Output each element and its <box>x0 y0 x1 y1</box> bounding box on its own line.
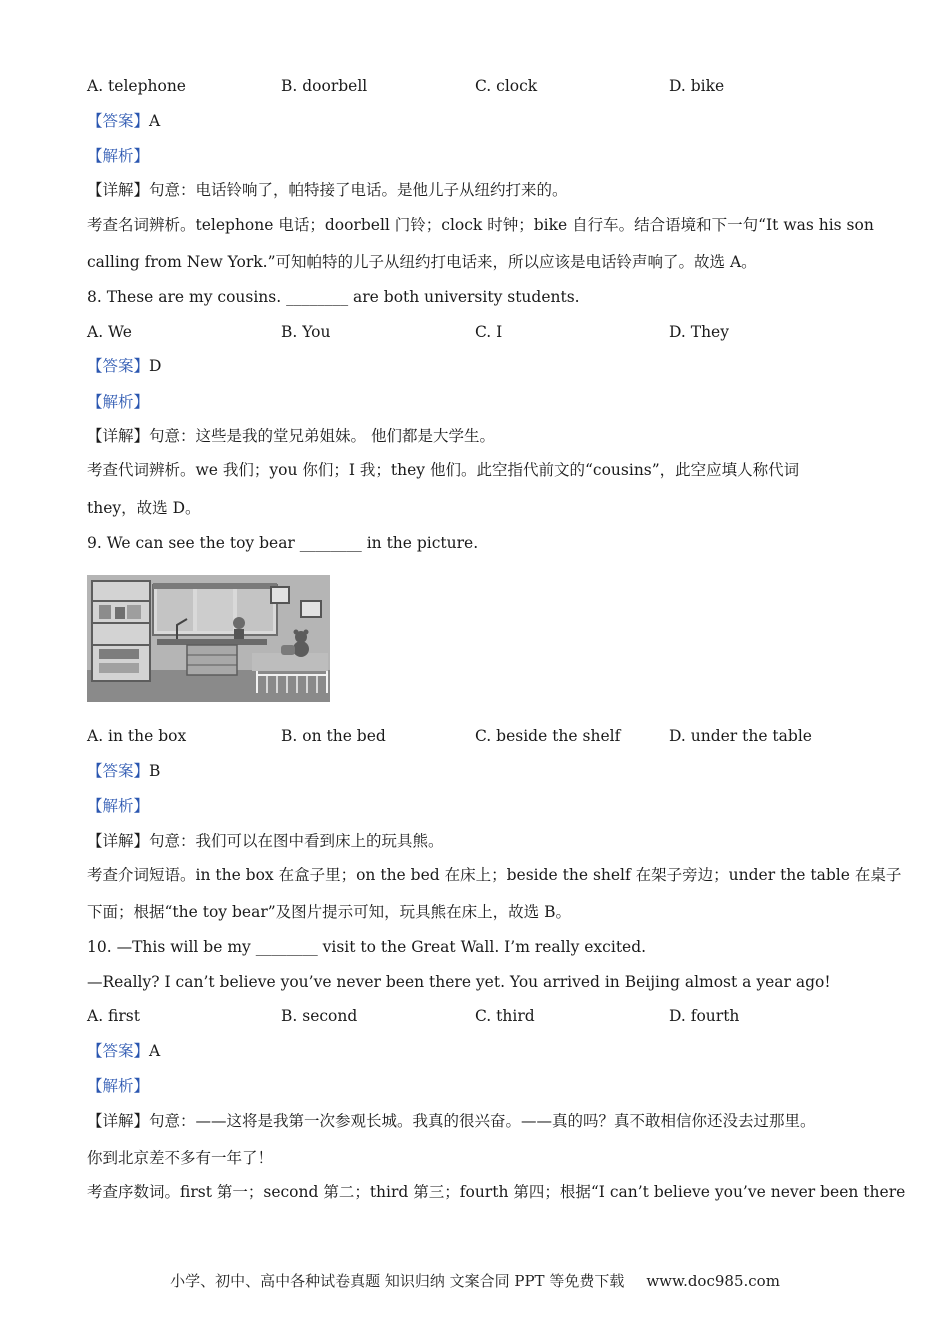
question-9: 9. We can see the toy bear ________ in the picture. <box>87 534 479 552</box>
option-a: A. telephone <box>87 77 186 95</box>
footer-link[interactable]: www.doc985.com <box>646 1272 780 1290</box>
bedroom-picture <box>87 575 330 702</box>
analysis-tag: 【解析】 <box>87 797 150 815</box>
option-b: B. You <box>281 323 331 341</box>
answer-line: 【答案】A <box>87 1042 161 1060</box>
page-footer <box>0 1270 950 1291</box>
option-d: D. fourth <box>669 1007 740 1025</box>
explain-line: 考查序数词。first 第一；second 第二；third 第三；fourth 第四；根据“I can’t believe you’ve never been there <box>87 1183 906 1201</box>
option-a: A. first <box>87 1007 140 1025</box>
option-c: C. clock <box>475 77 538 95</box>
analysis-tag: 【解析】 <box>87 1077 150 1095</box>
detail-line: 【详解】句意：——这将是我第一次参观长城。我真的很兴奋。——真的吗？真不敢相信你还没去过那里。 <box>87 1112 816 1130</box>
option-a: A. We <box>87 323 132 341</box>
option-a: A. in the box <box>87 727 187 745</box>
option-d: D. They <box>669 323 729 341</box>
answer-line: 【答案】D <box>87 357 162 375</box>
option-d: D. under the table <box>669 727 812 745</box>
detail-line: 【详解】句意：电话铃响了，帕特接了电话。是他儿子从纽约打来的。 <box>87 181 568 199</box>
detail-line: 【详解】句意：我们可以在图中看到床上的玩具熊。 <box>87 832 444 850</box>
explain-line: 你到北京差不多有一年了！ <box>87 1149 274 1167</box>
option-b: B. on the bed <box>281 727 386 745</box>
explain-line: they，故选 D。 <box>87 499 201 517</box>
question-10-reply: —Really? I can’t believe you’ve never been there yet. You arrived in Beijing almost a year ago! <box>87 973 831 991</box>
explain-line: calling from New York.”可知帕特的儿子从纽约打电话来，所以应该是电话铃声响了。故选 A。 <box>87 253 757 271</box>
analysis-tag: 【解析】 <box>87 393 150 411</box>
explain-line: 下面；根据“the toy bear”及图片提示可知，玩具熊在床上，故选 B。 <box>87 903 571 921</box>
answer-line: 【答案】A <box>87 112 161 130</box>
explain-line: 考查代词辨析。we 我们；you 你们；I 我；they 他们。此空指代前文的“cousins”，此空应填人称代词 <box>87 461 800 479</box>
footer-text: 小学、初中、高中各种试卷真题 知识归纳 文案合同 PPT 等免费下载 <box>170 1272 625 1290</box>
analysis-tag: 【解析】 <box>87 147 150 165</box>
question-8: 8. These are my cousins. ________ are both university students. <box>87 288 580 306</box>
option-c: C. third <box>475 1007 535 1025</box>
explain-line: 考查介词短语。in the box 在盒子里；on the bed 在床上；beside the shelf 在架子旁边；under the table 在桌子 <box>87 866 902 884</box>
option-b: B. second <box>281 1007 358 1025</box>
option-c: C. I <box>475 323 503 341</box>
answer-line: 【答案】B <box>87 762 161 780</box>
question-10: 10. —This will be my ________ visit to the Great Wall. I’m really excited. <box>87 938 647 956</box>
explain-line: 考查名词辨析。telephone 电话；doorbell 门铃；clock 时钟；bike 自行车。结合语境和下一句“It was his son <box>87 216 874 234</box>
option-d: D. bike <box>669 77 725 95</box>
detail-line: 【详解】句意：这些是我的堂兄弟姐妹。 他们都是大学生。 <box>87 427 495 445</box>
option-c: C. beside the shelf <box>475 727 621 745</box>
option-b: B. doorbell <box>281 77 368 95</box>
